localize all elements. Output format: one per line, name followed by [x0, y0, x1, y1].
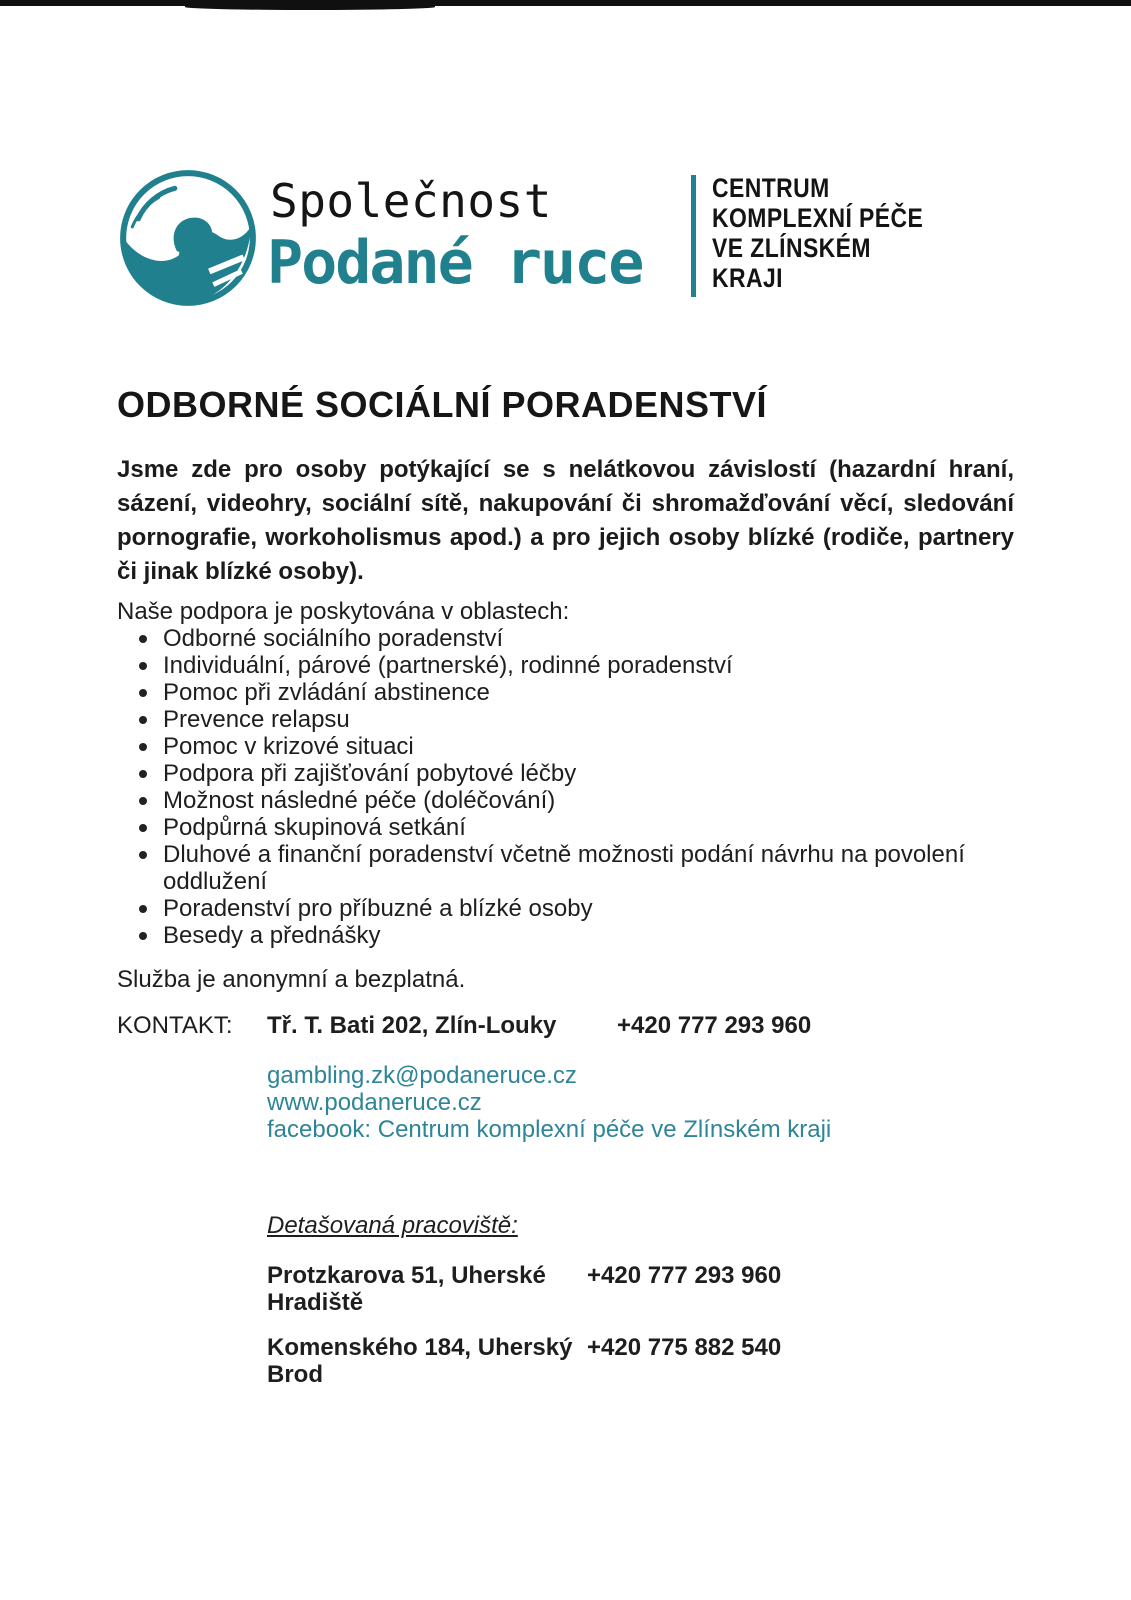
support-list-item: Podpůrná skupinová setkání: [117, 814, 1014, 841]
support-list-item: Podpora při zajišťování pobytové léčby: [117, 760, 1014, 787]
branch-offices-section: [267, 1212, 1014, 1388]
contact-address: Tř. T. Bati 202, Zlín-Louky: [267, 1012, 557, 1039]
branch-address: Protzkarova 51, Uherské Hradiště: [267, 1262, 546, 1316]
brand-name-line1: Společnost: [270, 174, 552, 228]
support-list: [117, 625, 1014, 949]
support-list-item: Prevence relapsu: [117, 706, 1014, 733]
page-title: ODBORNÉ SOCIÁLNÍ PORADENSTVÍ: [117, 384, 768, 425]
branch-office-row: [267, 1334, 1014, 1388]
branch-phone: +420 775 882 540: [587, 1334, 782, 1361]
org-unit-line: CENTRUM: [712, 173, 830, 203]
email-link[interactable]: gambling.zk@podaneruce.cz: [267, 1062, 577, 1089]
brand-name-line2: Podané ruce: [267, 228, 643, 298]
org-unit-line: KRAJI: [712, 263, 783, 293]
support-list-item: Poradenství pro příbuzné a blízké osoby: [117, 895, 1014, 922]
support-list-item: Pomoc v krizové situaci: [117, 733, 1014, 760]
org-unit-line: KOMPLEXNÍ PÉČE: [712, 203, 924, 233]
support-list-item: Dluhové a finanční poradenství včetně možnosti podání návrhu na povolení oddlužení: [117, 841, 1014, 895]
website-link[interactable]: www.podaneruce.cz: [267, 1089, 482, 1116]
support-list-heading: Naše podpora je poskytována v oblastech:: [117, 598, 570, 625]
branch-address: Komenského 184, Uherský Brod: [267, 1334, 573, 1388]
branch-office-row: [267, 1262, 1014, 1316]
org-unit-line: VE ZLÍNSKÉM: [712, 233, 871, 263]
intro-paragraph: Jsme zde pro osoby potýkající se s nelátkovou závislostí (hazardní hraní, sázení, videohry, sociální sítě, nakupování či shromažďování věcí, sledování pornografie, workoholismus apod.) a pro jejich osoby blízké (rodiče, partnery či jinak blízké osoby).: [117, 456, 1014, 585]
contact-row: [117, 1012, 1014, 1039]
contact-label: KONTAKT:: [117, 1012, 233, 1039]
facebook-link[interactable]: facebook: Centrum komplexní péče ve Zlínském kraji: [267, 1116, 832, 1143]
support-list-item: Besedy a přednášky: [117, 922, 1014, 949]
support-list-item: Pomoc při zvládání abstinence: [117, 679, 1014, 706]
branch-phone: +420 777 293 960: [587, 1262, 782, 1289]
branch-offices-heading: Detašovaná pracoviště:: [267, 1212, 518, 1239]
contact-phone: +420 777 293 960: [617, 1012, 812, 1039]
support-list-item: Možnost následné péče (doléčování): [117, 787, 1014, 814]
contact-links: [267, 1062, 1014, 1143]
service-note: Služba je anonymní a bezplatná.: [117, 966, 466, 993]
support-list-item: Individuální, párové (partnerské), rodinné poradenství: [117, 652, 1014, 679]
support-list-item: Odborné sociálního poradenství: [117, 625, 1014, 652]
